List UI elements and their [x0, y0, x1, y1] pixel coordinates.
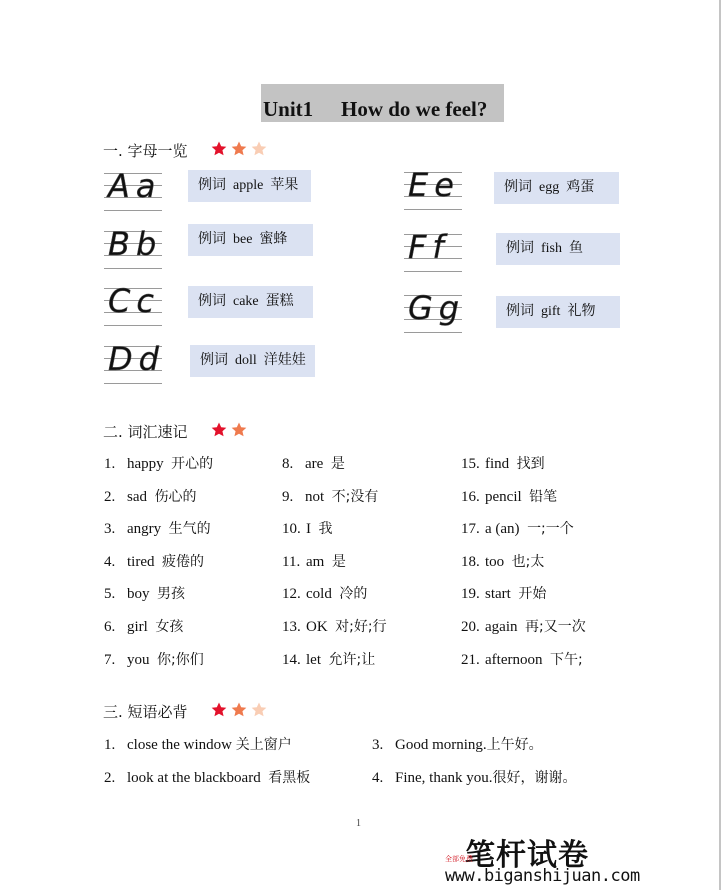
- vocab-item: [282, 616, 387, 636]
- vocab-item: [461, 518, 574, 538]
- star-icon: [250, 701, 268, 719]
- vocab-number: 13.: [282, 619, 301, 635]
- vocab-number: 14.: [282, 651, 301, 668]
- title-unit: Unit1: [263, 97, 314, 121]
- star-rating: [210, 421, 248, 439]
- vocab-number: 9.: [282, 488, 294, 505]
- vocab-word: start: [485, 586, 511, 603]
- vocab-word: OK: [306, 619, 328, 635]
- phrase-text: Good morning.: [395, 737, 487, 753]
- vocab-item: [104, 583, 185, 603]
- watermark-brand: 笔杆试卷: [465, 838, 589, 873]
- example-prefix: 例词: [200, 352, 228, 368]
- vocab-meaning: 是: [330, 456, 345, 472]
- example-meaning: 洋娃娃: [263, 352, 306, 368]
- section-heading-letters: [103, 140, 268, 161]
- vocab-word: not: [305, 488, 325, 505]
- example-meaning: 苹果: [270, 177, 299, 193]
- letter-pair: Bb: [108, 225, 163, 263]
- star-icon: [210, 421, 228, 439]
- vocab-word: am: [306, 553, 325, 570]
- page-title: [261, 84, 504, 122]
- vocab-meaning: 生气的: [168, 521, 211, 538]
- vocab-meaning: 你;你们: [157, 651, 204, 668]
- example-word: doll: [235, 353, 257, 368]
- vocab-item: [104, 551, 204, 571]
- vocab-number: 7.: [104, 651, 116, 668]
- vocab-item: [461, 616, 586, 636]
- vocab-number: 17.: [461, 521, 480, 538]
- letter-pair: Ff: [408, 228, 450, 266]
- letter-tile: [404, 167, 462, 211]
- example-meaning: 礼物: [567, 303, 596, 319]
- vocab-meaning: 铅笔: [529, 488, 558, 505]
- vocab-number: 15.: [461, 456, 480, 472]
- vocab-number: 12.: [282, 586, 301, 603]
- vocab-item: [104, 649, 204, 669]
- example-word: egg: [539, 180, 560, 195]
- star-icon: [230, 140, 248, 158]
- phrase-meaning: 上午好。: [486, 737, 543, 753]
- vocab-meaning: 女孩: [155, 619, 184, 635]
- phrase-item: [104, 767, 310, 787]
- page-edge: [719, 0, 721, 890]
- example-prefix: 例词: [198, 177, 226, 193]
- vocab-item: [461, 583, 546, 603]
- letter-tile: [104, 226, 162, 270]
- star-icon: [250, 140, 268, 158]
- vocab-meaning: 伤心的: [154, 488, 197, 505]
- example-word: gift: [541, 304, 561, 319]
- vocab-meaning: 疲倦的: [162, 553, 204, 570]
- example-prefix: 例词: [504, 179, 532, 195]
- vocab-number: 18.: [461, 553, 480, 570]
- vocab-word: angry: [127, 521, 162, 538]
- vocab-meaning: 也;太: [511, 553, 545, 570]
- letter-pair: Cc: [108, 282, 160, 320]
- vocab-meaning: 下午;: [549, 651, 583, 668]
- letter-pair: Dd: [108, 340, 165, 378]
- example-meaning: 鸡蛋: [566, 179, 595, 195]
- vocab-number: 1.: [104, 456, 116, 472]
- vocab-word: you: [127, 651, 150, 668]
- title-text: How do we feel?: [341, 97, 488, 121]
- vocab-number: 21.: [461, 651, 480, 668]
- vocab-meaning: 再;又一次: [524, 619, 586, 635]
- vocab-item: [104, 518, 211, 538]
- example-word-box: [190, 345, 315, 377]
- phrase-number: 2.: [104, 770, 116, 786]
- vocab-meaning: 是: [331, 553, 346, 570]
- vocab-meaning: 男孩: [157, 586, 185, 603]
- phrase-text: look at the blackboard: [127, 770, 261, 786]
- watermark-url: www.biganshijuan.com: [445, 866, 640, 886]
- vocab-item: [104, 486, 197, 506]
- vocab-number: 10.: [282, 521, 301, 538]
- section-label: 二. 词汇速记: [103, 423, 188, 441]
- vocab-number: 19.: [461, 586, 480, 603]
- phrase-number: 1.: [104, 737, 116, 753]
- phrase-text: Fine, thank you.: [395, 770, 493, 786]
- star-icon: [210, 701, 228, 719]
- vocab-item: [282, 486, 378, 506]
- example-word-box: [496, 296, 620, 328]
- vocab-number: 3.: [104, 521, 116, 538]
- phrase-text: close the window: [127, 737, 232, 753]
- vocab-number: 11.: [282, 553, 301, 570]
- example-word-box: [496, 233, 620, 265]
- vocab-number: 6.: [104, 619, 116, 635]
- example-word-box: [188, 170, 311, 202]
- letter-tile: [404, 289, 466, 334]
- vocab-word: boy: [127, 586, 150, 603]
- example-prefix: 例词: [198, 231, 226, 247]
- example-word: bee: [233, 232, 253, 247]
- example-word-box: [494, 172, 619, 204]
- example-word-box: [188, 224, 313, 256]
- vocab-meaning: 找到: [516, 456, 545, 472]
- vocab-item: [461, 486, 557, 506]
- letter-tile: [404, 229, 462, 273]
- example-prefix: 例词: [198, 293, 226, 309]
- vocab-meaning: 不;没有: [331, 488, 379, 505]
- vocab-word: cold: [306, 586, 332, 603]
- section-heading-phrases: [103, 701, 268, 722]
- letter-pair: Ee: [408, 166, 460, 204]
- page-number: 1: [356, 818, 361, 829]
- vocab-word: happy: [127, 456, 164, 472]
- vocab-word: let: [306, 651, 321, 668]
- vocab-item: [104, 616, 183, 636]
- example-word-box: [188, 286, 313, 318]
- letter-tile: [104, 340, 165, 385]
- example-prefix: 例词: [506, 240, 534, 256]
- star-rating: [210, 701, 268, 719]
- vocab-item: [282, 649, 375, 669]
- vocab-word: pencil: [485, 488, 522, 505]
- example-word: apple: [233, 178, 264, 193]
- example-meaning: 蛋糕: [265, 293, 294, 309]
- vocab-meaning: 开心的: [171, 456, 214, 472]
- letter-pair: Gg: [408, 289, 466, 327]
- phrase-number: 3.: [372, 737, 384, 753]
- vocab-word: are: [305, 456, 324, 472]
- vocab-word: I: [306, 521, 311, 538]
- example-prefix: 例词: [506, 303, 534, 319]
- example-word: fish: [541, 241, 562, 256]
- phrase-item: [372, 734, 543, 754]
- vocab-meaning: 允许;让: [328, 651, 376, 668]
- vocab-word: again: [485, 619, 518, 635]
- vocab-meaning: 一;一个: [527, 521, 574, 538]
- phrase-meaning: 关上窗户: [235, 737, 292, 753]
- vocab-word: tired: [127, 553, 155, 570]
- vocab-item: [461, 551, 544, 571]
- example-word: cake: [233, 294, 259, 309]
- vocab-number: 4.: [104, 553, 116, 570]
- phrase-item: [372, 767, 577, 787]
- example-meaning: 蜜蜂: [259, 231, 288, 247]
- phrase-item: [104, 734, 292, 754]
- letter-tile: [104, 283, 162, 327]
- vocab-item: [461, 453, 545, 473]
- vocab-item: [282, 551, 346, 571]
- vocab-word: find: [485, 456, 510, 472]
- star-icon: [230, 421, 248, 439]
- vocab-number: 16.: [461, 488, 480, 505]
- phrase-number: 4.: [372, 770, 384, 786]
- phrase-meaning: 看黑板: [268, 770, 311, 786]
- phrase-meaning: 很好，谢谢。: [492, 770, 577, 786]
- vocab-meaning: 对;好;行: [335, 619, 387, 635]
- vocab-word: girl: [127, 619, 148, 635]
- section-label: 三. 短语必背: [103, 703, 188, 721]
- example-meaning: 鱼: [569, 240, 583, 256]
- vocab-word: sad: [127, 488, 147, 505]
- vocab-word: a (an): [485, 521, 520, 538]
- vocab-item: [282, 518, 333, 538]
- vocab-item: [282, 453, 345, 473]
- watermark-badge: 全部免费: [445, 855, 473, 863]
- vocab-number: 20.: [461, 619, 480, 635]
- vocab-meaning: 冷的: [339, 586, 368, 603]
- vocab-item: [461, 649, 583, 669]
- vocab-word: afternoon: [485, 651, 543, 668]
- vocab-number: 2.: [104, 488, 116, 505]
- letter-tile: [104, 168, 162, 212]
- vocab-word: too: [485, 553, 505, 570]
- vocab-item: [104, 453, 213, 473]
- star-rating: [210, 140, 268, 158]
- star-icon: [210, 140, 228, 158]
- vocab-number: 8.: [282, 456, 294, 472]
- vocab-meaning: 我: [318, 521, 333, 538]
- vocab-item: [282, 583, 367, 603]
- star-icon: [230, 701, 248, 719]
- section-label: 一. 字母一览: [103, 142, 188, 160]
- letter-pair: Aa: [108, 167, 162, 205]
- section-heading-vocab: [103, 421, 248, 442]
- vocab-meaning: 开始: [518, 586, 547, 603]
- vocab-number: 5.: [104, 586, 116, 603]
